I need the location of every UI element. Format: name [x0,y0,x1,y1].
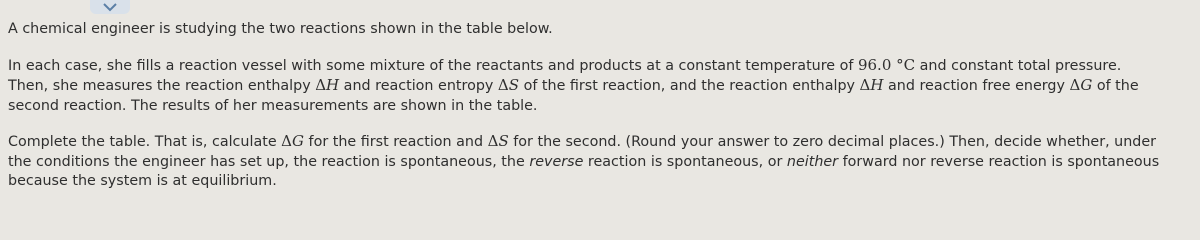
setup-line-1: In each case, she fills a reaction vessel with some mixture of the reactants and products at a constant temperature of 96.0 °C and constant total pressure. [8,55,1122,74]
delta-h-symbol: ΔH [315,76,340,94]
problem-statement [8,20,1194,192]
instructions-paragraph [8,132,1194,192]
instructions-line-2: the conditions the engineer has set up, the reaction is spontaneous, the reverse reaction is spontaneous, or neither forward nor reverse reaction is spontaneous [8,153,1160,170]
intro-paragraph: A chemical engineer is studying the two reactions shown in the table below. [8,21,553,37]
instructions-line-3: because the system is at equilibrium. [8,173,277,189]
delta-h-symbol: ΔH [859,76,884,94]
reverse-emphasis: reverse [529,153,584,170]
temperature-value: 96.0 °C [857,55,916,74]
delta-s-symbol: ΔS [497,76,520,94]
setup-line-3: second reaction. The results of her measurements are shown in the table. [8,97,538,114]
setup-line-2: Then, she measures the reaction enthalpy ΔH and reaction entropy ΔS of the first reaction, and the reaction enthalpy ΔH and reaction free energy ΔG of the [8,76,1139,94]
delta-g-symbol: ΔG [1069,76,1093,94]
collapse-toggle[interactable] [90,0,130,14]
neither-emphasis: neither [786,153,839,170]
delta-g-symbol: ΔG [281,132,304,150]
setup-paragraph [8,56,1194,117]
delta-s-symbol: ΔS [487,132,509,150]
instructions-line-1: Complete the table. That is, calculate ΔG for the first reaction and ΔS for the second. (Round your answer to zero decimal places.) Then, decide whether, under [8,132,1157,150]
chevron-down-icon [102,1,118,13]
